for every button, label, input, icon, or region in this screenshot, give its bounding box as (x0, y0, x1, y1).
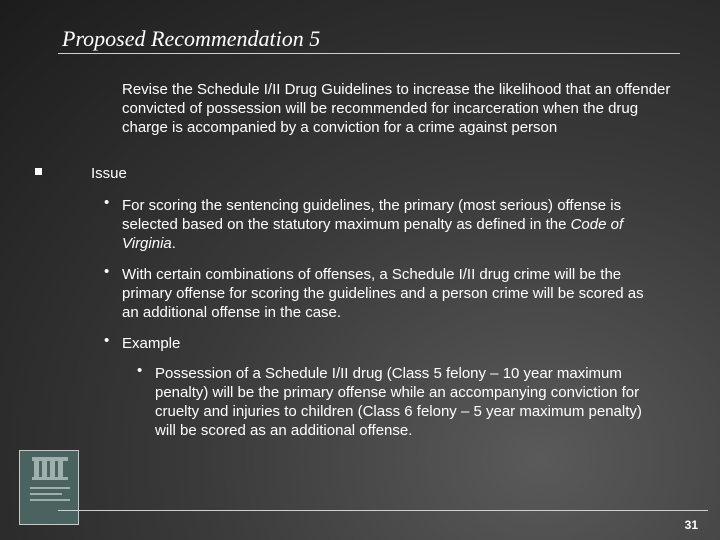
bullet-example: Example (122, 335, 181, 352)
title-divider (58, 53, 680, 54)
footer-divider (58, 510, 708, 511)
bullet-combinations: With certain combinations of offenses, a Schedule I/II drug crime will be the primary offense for scoring the guidelines and a person crime will be scored as an additional offense in the case. (122, 266, 644, 321)
commission-logo (19, 450, 79, 525)
slide-title: Proposed Recommendation 5 (62, 26, 321, 51)
code-of-virginia: Code of Virginia (122, 216, 624, 252)
issue-label: Issue (91, 165, 127, 182)
bullet-primary-offense-text: For scoring the sentencing guidelines, the primary (most serious) offense is selected based on the statutory maximum penalty as defined in the (122, 197, 622, 233)
intro-text: Revise the Schedule I/II Drug Guidelines to increase the likelihood that an offender convicted of possession will be recommended for incarceration when the drug charge is accompanied by a conviction for a crime against person (122, 81, 671, 136)
example-detail: Possession of a Schedule I/II drug (Class 5 felony – 10 year maximum penalty) will be the primary offense while an accompanying conviction for cruelty and injuries to children (Class 6 felony – 5 year maximum penalty) will be scored as an additional offense. (155, 365, 642, 439)
square-bullet-icon (35, 168, 42, 175)
bullet-primary-offense (122, 196, 652, 253)
page-number: 31 (684, 518, 698, 532)
bullet-dot-icon: • (104, 332, 110, 349)
sub-bullet-dot-icon: • (137, 362, 143, 379)
bullet-dot-icon: • (104, 263, 110, 280)
bullet-dot-icon: • (104, 194, 110, 211)
bullet-primary-offense-end: . (171, 235, 176, 252)
